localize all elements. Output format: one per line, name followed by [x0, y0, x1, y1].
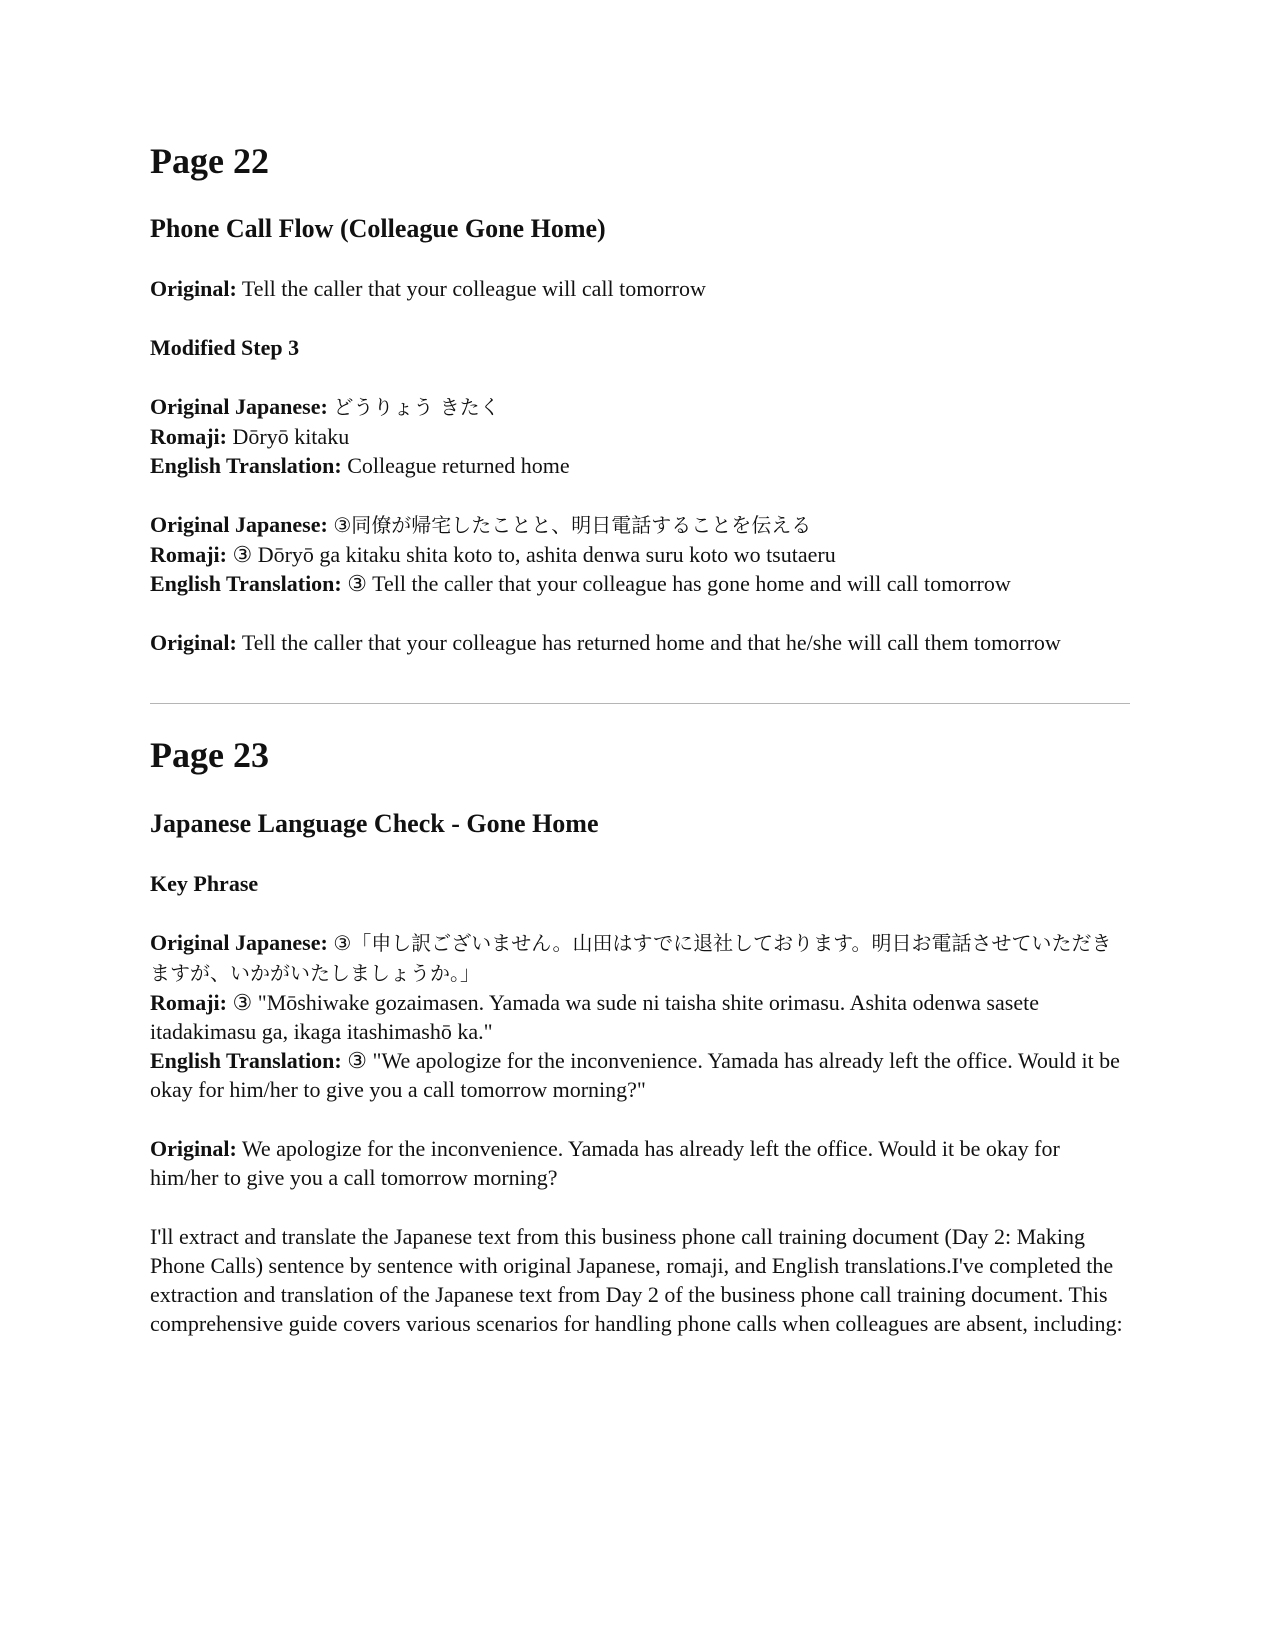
page-23-closing-paragraph: I'll extract and translate the Japanese text from this business phone call training document (Day 2: Making Phone Calls) sentence by sentence with original Japanese, romaji, and English translations.I've completed the extraction and translation of the Japanese text from Day 2 of the business phone call training document. This comprehensive guide covers various scenarios for handling phone calls when colleagues are absent, including: [150, 1223, 1123, 1336]
japanese-label: Original Japanese: [150, 929, 328, 955]
page-23-original [150, 1134, 1130, 1192]
romaji-label: Romaji: [150, 424, 227, 450]
japanese-text: ③同僚が帰宅したことと、明日電話することを伝える [333, 513, 812, 538]
page-22-original-2 [150, 628, 1130, 657]
entry-japanese-line [150, 928, 1130, 988]
english-label: English Translation: [150, 1047, 342, 1073]
original-label: Original: [150, 276, 237, 302]
japanese-label: Original Japanese: [150, 512, 328, 538]
romaji-label: Romaji: [150, 989, 227, 1015]
page-22-original [150, 274, 1130, 303]
page-22-section-title: Phone Call Flow (Colleague Gone Home) [150, 214, 606, 244]
page-23-section-title: Japanese Language Check - Gone Home [150, 808, 599, 838]
english-text: Colleague returned home [347, 453, 570, 479]
page-23-heading: Page 23 [150, 735, 269, 776]
romaji-text: Dōryō kitaku [232, 424, 350, 450]
entry-japanese-line [150, 392, 1130, 422]
english-label: English Translation: [150, 453, 342, 479]
entry-romaji-line [150, 422, 1130, 451]
japanese-text: ③「申し訳ございません。山田はすでに退社しております。明日お電話させていただきますが、いかがいたしましょうか。」 [150, 930, 1112, 985]
original-text: We apologize for the inconvenience. Yamada has already left the office. Would it be okay for him/her to give you a call tomorrow morning? [150, 1135, 1060, 1190]
romaji-label: Romaji: [150, 542, 227, 568]
original-text: Tell the caller that your colleague will call tomorrow [241, 276, 706, 302]
section-divider [150, 703, 1130, 704]
page-22-heading: Page 22 [150, 141, 269, 181]
entry-english-line [150, 1046, 1130, 1104]
original-label: Original: [150, 630, 237, 656]
page-22-entry-1 [150, 392, 1130, 480]
page-23-entry [150, 928, 1130, 1104]
entry-romaji-line [150, 988, 1130, 1046]
english-text: ③ "We apologize for the inconvenience. Yamada has already left the office. Would it be okay for him/her to give you a call tomorrow morning?" [150, 1047, 1120, 1102]
page-23-subheading: Key Phrase [150, 870, 259, 896]
japanese-text: どうりょう きたく [333, 395, 500, 420]
english-text: ③ Tell the caller that your colleague has gone home and will call tomorrow [347, 571, 1011, 597]
japanese-label: Original Japanese: [150, 394, 328, 420]
entry-english-line [150, 569, 1130, 598]
entry-romaji-line [150, 540, 1130, 569]
page-22-subheading: Modified Step 3 [150, 335, 300, 361]
romaji-text: ③ "Mōshiwake gozaimasen. Yamada wa sude ni taisha shite orimasu. Ashita odenwa sasete itadakimasu ga, ikaga itashimashō ka." [150, 989, 1039, 1044]
document-content [150, 140, 1130, 1338]
entry-english-line [150, 451, 1130, 480]
original-text: Tell the caller that your colleague has returned home and that he/she will call them tomorrow [241, 630, 1061, 656]
original-label: Original: [150, 1135, 237, 1161]
page-22-entry-2 [150, 510, 1130, 598]
romaji-text: ③ Dōryō ga kitaku shita koto to, ashita denwa suru koto wo tsutaeru [232, 542, 836, 568]
english-label: English Translation: [150, 571, 342, 597]
entry-japanese-line [150, 510, 1130, 540]
